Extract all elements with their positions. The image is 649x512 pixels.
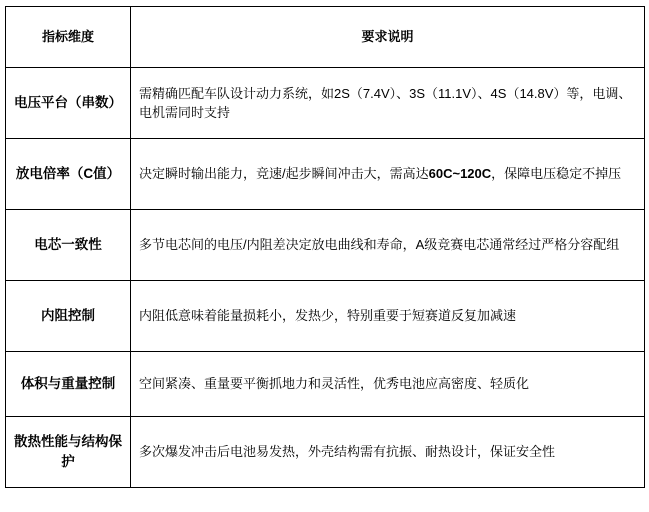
column-header-dimension: 指标维度 — [6, 7, 131, 68]
cell-description — [131, 352, 645, 417]
table-header — [6, 7, 645, 68]
column-header-requirement: 要求说明 — [131, 7, 645, 68]
description-emphasis: 60C~120C — [428, 166, 492, 182]
table-row — [6, 352, 645, 417]
cell-dimension: 电芯一致性 — [6, 210, 131, 281]
description-text: 决定瞬时输出能力，竞速/起步瞬间冲击大，需高达 — [139, 166, 429, 182]
cell-dimension: 内阻控制 — [6, 281, 131, 352]
table-row — [6, 281, 645, 352]
cell-dimension: 电压平台（串数） — [6, 68, 131, 139]
description-text-tail: ，保障电压稳定不掉压 — [491, 166, 622, 182]
table-row — [6, 417, 645, 488]
description-text: 多节电芯间的电压/内阻差决定放电曲线和寿命，A级竞赛电芯通常经过严格分容配组 — [139, 237, 620, 253]
description-text: 多次爆发冲击后电池易发热，外壳结构需有抗振、耐热设计，保证安全性 — [139, 444, 556, 460]
table-row — [6, 139, 645, 210]
table-row — [6, 210, 645, 281]
cell-description — [131, 210, 645, 281]
description-text: 内阻低意味着能量损耗小，发热少，特别重要于短赛道反复加减速 — [139, 308, 517, 324]
battery-spec-table — [5, 6, 645, 488]
table-header-row — [6, 7, 645, 68]
table-body — [6, 68, 645, 488]
description-text: 需精确匹配车队设计动力系统，如2S（7.4V）、3S（11.1V）、4S（14.8V）等，电调、电机需同时支持 — [139, 85, 632, 120]
cell-description — [131, 281, 645, 352]
table-row — [6, 68, 645, 139]
cell-dimension: 放电倍率（C值） — [6, 139, 131, 210]
cell-dimension: 散热性能与结构保护 — [6, 417, 131, 488]
cell-dimension: 体积与重量控制 — [6, 352, 131, 417]
cell-description — [131, 68, 645, 139]
description-text: 空间紧凑、重量要平衡抓地力和灵活性，优秀电池应高密度、轻质化 — [139, 376, 530, 392]
cell-description — [131, 417, 645, 488]
cell-description — [131, 139, 645, 210]
